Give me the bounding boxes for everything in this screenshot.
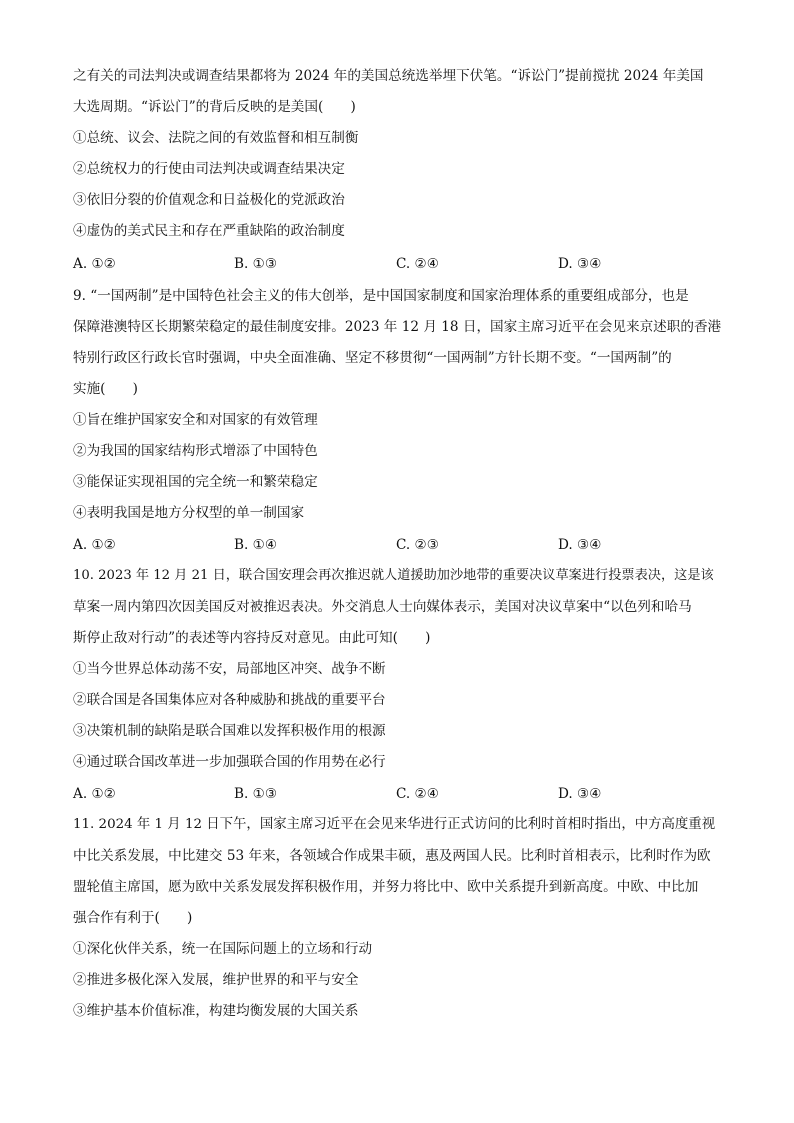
q9-stem-line-1: 9. “一国两制”是中国特色社会主义的伟大创举，是中国国家制度和国家治理体系的重要组成部分，也是 [73, 288, 689, 304]
q11-statement-3: ③维护基本价值标准，构建均衡发展的大国关系 [73, 1003, 359, 1019]
q9-option-c: C. ②③ [396, 537, 439, 553]
q11-stem-line-1: 11. 2024 年 1 月 12 日下午，国家主席习近平在会见来华进行正式访问的比利时首相时指出，中方高度重视 [73, 817, 716, 832]
q9-statement-2: ②为我国的国家结构形式增添了中国特色 [73, 443, 318, 459]
q8-stem-line-1: 之有关的司法判决或调查结果都将为 2024 年的美国总统选举埋下伏笔。“诉讼门”提前搅扰 2024 年美国 [73, 68, 704, 84]
q8-option-c: C. ②④ [396, 256, 439, 272]
q9-stem-line-2: 保障港澳特区长期繁荣稳定的最佳制度安排。2023 年 12 月 18 日，国家主席习近平在会见来京述职的香港 [73, 319, 722, 335]
q10-stem-line-2: 草案一周内第四次因美国反对被推迟表决。外交消息人士向媒体表示，美国对决议草案中“以色列和哈马 [73, 599, 692, 615]
q9-stem-line-3: 特别行政区行政长官时强调，中央全面准确、坚定不移贯彻“一国两制”方针长期不变。“一国两制”的 [73, 350, 672, 366]
q10-option-a: A. ①② [73, 786, 116, 802]
q11-statement-2: ②推进多极化深入发展，维护世界的和平与安全 [73, 972, 359, 988]
q10-statement-2: ②联合国是各国集体应对各种威胁和挑战的重要平台 [73, 692, 386, 708]
q8-statement-1: ①总统、议会、法院之间的有效监督和相互制衡 [73, 130, 359, 146]
q10-statement-3: ③决策机制的缺陷是联合国难以发挥积极作用的根源 [73, 723, 386, 739]
q8-statement-3: ③依旧分裂的价值观念和日益极化的党派政治 [73, 192, 345, 208]
q11-stem-line-3: 盟轮值主席国，愿为欧中关系发展发挥积极作用，并努力将比中、欧中关系提升到新高度。中欧、中比加 [73, 879, 699, 895]
q11-statement-1: ①深化伙伴关系，统一在国际问题上的立场和行动 [73, 941, 373, 957]
q10-stem-line-3: 斯停止敌对行动”的表述等内容持反对意见。由此可知( ) [73, 630, 431, 646]
q10-option-d: D. ③④ [558, 786, 602, 802]
q9-stem-line-4: 实施( ) [73, 381, 138, 397]
q9-option-b: B. ①④ [234, 537, 278, 553]
q9-statement-1: ①旨在维护国家安全和对国家的有效管理 [73, 412, 318, 428]
q9-option-a: A. ①② [73, 537, 116, 553]
q11-stem-line-2: 中比关系发展，中比建交 53 年来，各领域合作成果丰硕，惠及两国人民。比利时首相表示，比利时作为欧 [73, 848, 711, 864]
q8-statement-2: ②总统权力的行使由司法判决或调查结果决定 [73, 161, 345, 177]
q10-option-b: B. ①③ [234, 786, 278, 802]
q8-option-b: B. ①③ [234, 256, 278, 272]
q10-statement-1: ①当今世界总体动荡不安，局部地区冲突、战争不断 [73, 661, 386, 677]
q8-statement-4: ④虚伪的美式民主和存在严重缺陷的政治制度 [73, 223, 345, 239]
q8-option-a: A. ①② [73, 256, 116, 272]
q9-option-d: D. ③④ [558, 537, 602, 553]
q10-statement-4: ④通过联合国改革进一步加强联合国的作用势在必行 [73, 754, 386, 770]
q10-stem-line-1: 10. 2023 年 12 月 21 日，联合国安理会再次推迟就人道援助加沙地带的重要决议草案进行投票表决，这是该 [73, 568, 714, 583]
q9-statement-3: ③能保证实现祖国的完全统一和繁荣稳定 [73, 474, 318, 490]
q9-statement-4: ④表明我国是地方分权型的单一制国家 [73, 505, 305, 521]
q11-stem-line-4: 强合作有利于( ) [73, 910, 193, 926]
q8-option-d: D. ③④ [558, 256, 602, 272]
q10-option-c: C. ②④ [396, 786, 439, 802]
q8-stem-line-2: 大选周期。“诉讼门”的背后反映的是美国( ) [73, 99, 356, 115]
